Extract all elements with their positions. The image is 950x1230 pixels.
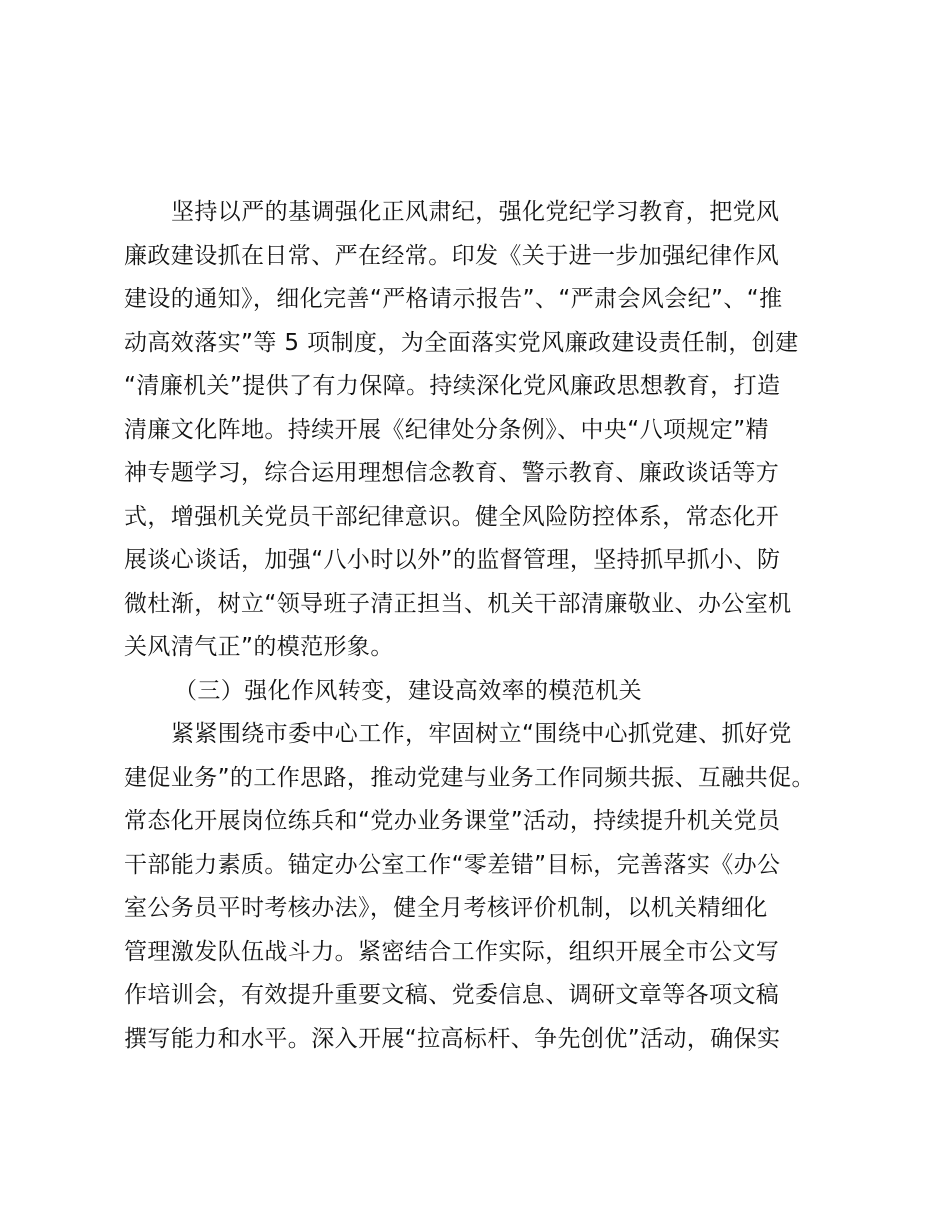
paragraph-last-line: 关风清气正”的模范形象。 <box>124 634 394 660</box>
paragraph-line: 展谈心谈话，加强“八小时以外”的监督管理，坚持抓早抓小、防 <box>124 547 781 573</box>
paragraph-line: 清廉文化阵地。持续开展《纪律处分条例》、中央“八项规定”精 <box>124 416 769 443</box>
paragraph-line: 管理激发队伍战斗力。紧密结合工作实际，组织开展全市公文写 <box>124 938 780 965</box>
paragraph-line: 撰写能力和水平。深入开展“拉高标杆、争先创优”活动，确保实 <box>124 1025 781 1052</box>
paragraph-line: 神专题学习，综合运用理想信念教育、警示教育、廉政谈话等方 <box>124 460 780 486</box>
section-heading: （三）强化作风转变，建设高效率的模范机关 <box>174 677 642 704</box>
paragraph-first-line: 紧紧围绕市委中心工作，牢固树立“围绕中心抓党建、抓好党 <box>171 721 792 747</box>
paragraph-line: 干部能力素质。锚定办公室工作“零差错”目标，完善落实《办公 <box>124 851 781 878</box>
paragraph-line: 常态化开展岗位练兵和“党办业务课堂”活动，持续提升机关党员 <box>124 808 781 834</box>
paragraph-line: 式，增强机关党员干部纪律意识。健全风险防控体系，常态化开 <box>124 503 780 530</box>
paragraph-line: “清廉机关”提供了有力保障。持续深化党风廉政思想教育，打造 <box>124 373 781 399</box>
paragraph-line: 作培训会，有效提升重要文稿、党委信息、调研文章等各项文稿 <box>124 982 780 1008</box>
paragraph-line: 廉政建设抓在日常、严在经常。印发《关于进一步加强纪律作风 <box>124 242 780 269</box>
body-text <box>124 191 844 1061</box>
paragraph-line: 动高效落实”等 5 项制度，为全面落实党风廉政建设责任制，创建 <box>124 329 799 356</box>
paragraph-first-line: 坚持以严的基调强化正风肃纪，强化党纪学习教育，把党风 <box>171 199 780 225</box>
paragraph-line: 建设的通知》，细化完善“严格请示报告”、“严肃会风会纪”、“推 <box>124 286 783 312</box>
paragraph-line: 建促业务”的工作思路，推动党建与业务工作同频共振、互融共促。 <box>124 764 815 791</box>
paragraph-line: 室公务员平时考核办法》，健全月考核评价机制，以机关精细化 <box>124 895 768 921</box>
paragraph-line: 微杜渐，树立“领导班子清正担当、机关干部清廉敬业、办公室机 <box>124 590 792 617</box>
